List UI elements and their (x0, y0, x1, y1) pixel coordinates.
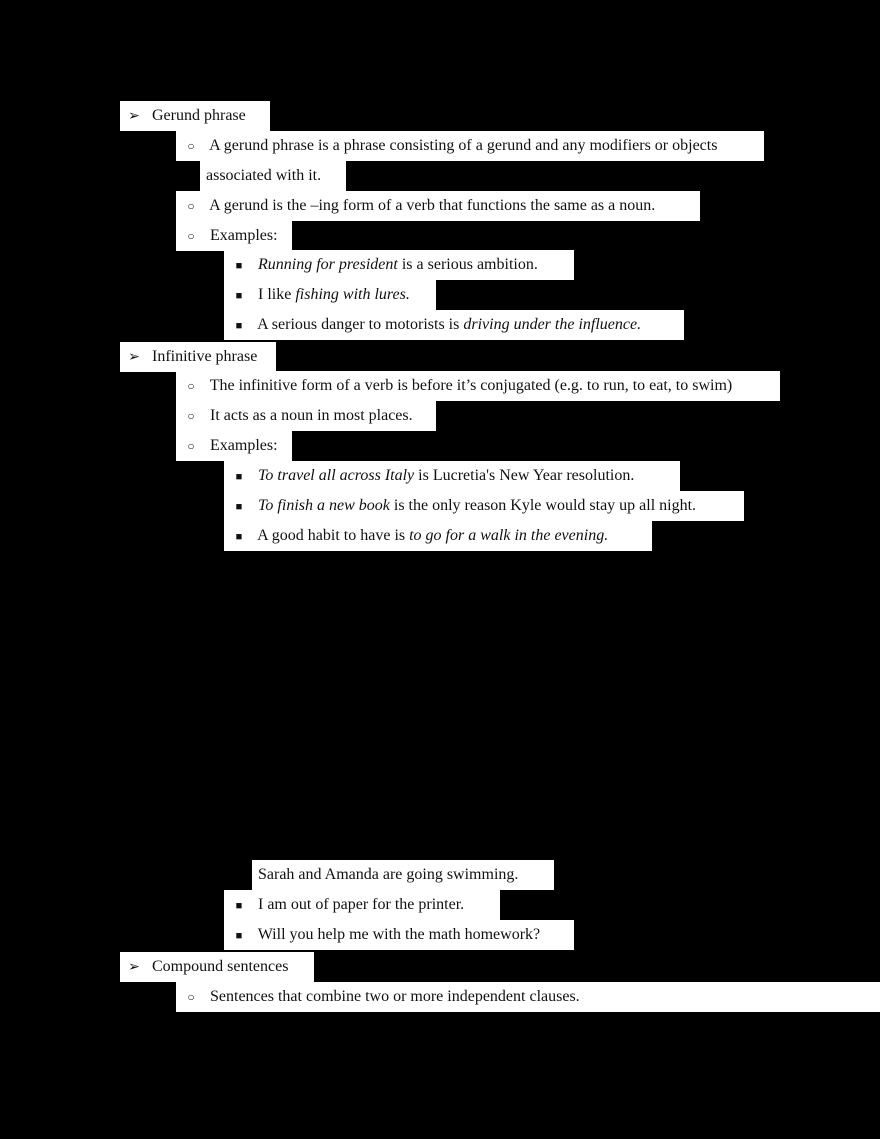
item-text: It acts as a noun in most places. (210, 407, 413, 424)
arrow-bullet-icon: ➢ (128, 350, 140, 365)
square-bullet-icon: ■ (235, 501, 243, 513)
item-text: Compound sentences (152, 958, 289, 975)
item-text: Examples: (210, 437, 278, 454)
arrow-bullet-icon: ➢ (128, 960, 140, 975)
item-text: A serious danger to motorists is (257, 316, 464, 333)
item-text: The infinitive form of a verb is before it’s conjugated (e.g. to run, to eat, to swim) (209, 377, 733, 394)
list-item (224, 310, 684, 340)
item-text: Running for president (258, 256, 398, 273)
list-item (224, 920, 574, 950)
item-text: fishing with lures. (295, 286, 410, 303)
item-text: A gerund phrase is a phrase consisting of a gerund and any modifiers or objects (209, 137, 718, 154)
list-item (176, 191, 700, 221)
item-text: driving under the influence. (463, 316, 642, 333)
list-item (176, 431, 292, 461)
item-text: is a serious ambition. (397, 256, 538, 273)
list-item (252, 860, 554, 890)
list-item (176, 371, 780, 401)
circle-bullet-icon: ○ (187, 990, 195, 1004)
list-item (224, 250, 574, 280)
list-item (224, 521, 652, 551)
list-item (176, 982, 880, 1012)
list-item (224, 890, 500, 920)
circle-bullet-icon: ○ (187, 379, 195, 393)
item-text: Sarah and Amanda are going swimming. (258, 866, 519, 883)
item-text: associated with it. (206, 167, 322, 184)
square-bullet-icon: ■ (235, 900, 243, 912)
arrow-bullet-icon: ➢ (128, 109, 140, 124)
item-text: is the only reason Kyle would stay up all night. (389, 497, 697, 514)
list-item (200, 161, 346, 191)
item-text: Sentences that combine two or more independent clauses. (210, 988, 580, 1005)
square-bullet-icon: ■ (235, 260, 243, 272)
circle-bullet-icon: ○ (187, 409, 195, 423)
circle-bullet-icon: ○ (187, 199, 195, 213)
item-text: Examples: (210, 227, 278, 244)
item-text: Will you help me with the math homework? (257, 926, 541, 943)
item-text: to go for a walk in the evening. (409, 527, 609, 544)
square-bullet-icon: ■ (235, 930, 243, 942)
list-item (120, 101, 270, 131)
square-bullet-icon: ■ (235, 471, 243, 483)
item-text: To travel all across Italy (258, 467, 415, 484)
item-text: A good habit to have is (257, 527, 410, 544)
list-item (224, 461, 680, 491)
circle-bullet-icon: ○ (187, 139, 195, 153)
square-bullet-icon: ■ (235, 320, 243, 332)
square-bullet-icon: ■ (235, 290, 243, 302)
item-text: Infinitive phrase (152, 348, 258, 365)
list-item (176, 401, 436, 431)
list-item (120, 952, 314, 982)
square-bullet-icon: ■ (235, 531, 243, 543)
item-text: Gerund phrase (152, 107, 246, 124)
item-text: I like (258, 286, 296, 303)
circle-bullet-icon: ○ (187, 229, 195, 243)
item-text: To finish a new book (258, 497, 390, 514)
item-text: I am out of paper for the printer. (258, 896, 465, 913)
list-item (176, 221, 292, 251)
item-text: is Lucretia's New Year resolution. (414, 467, 635, 484)
list-item (120, 342, 276, 372)
list-item (176, 131, 764, 161)
list-item (224, 280, 436, 310)
circle-bullet-icon: ○ (187, 439, 195, 453)
list-item (224, 491, 744, 521)
item-text: A gerund is the –ing form of a verb that functions the same as a noun. (209, 197, 656, 214)
